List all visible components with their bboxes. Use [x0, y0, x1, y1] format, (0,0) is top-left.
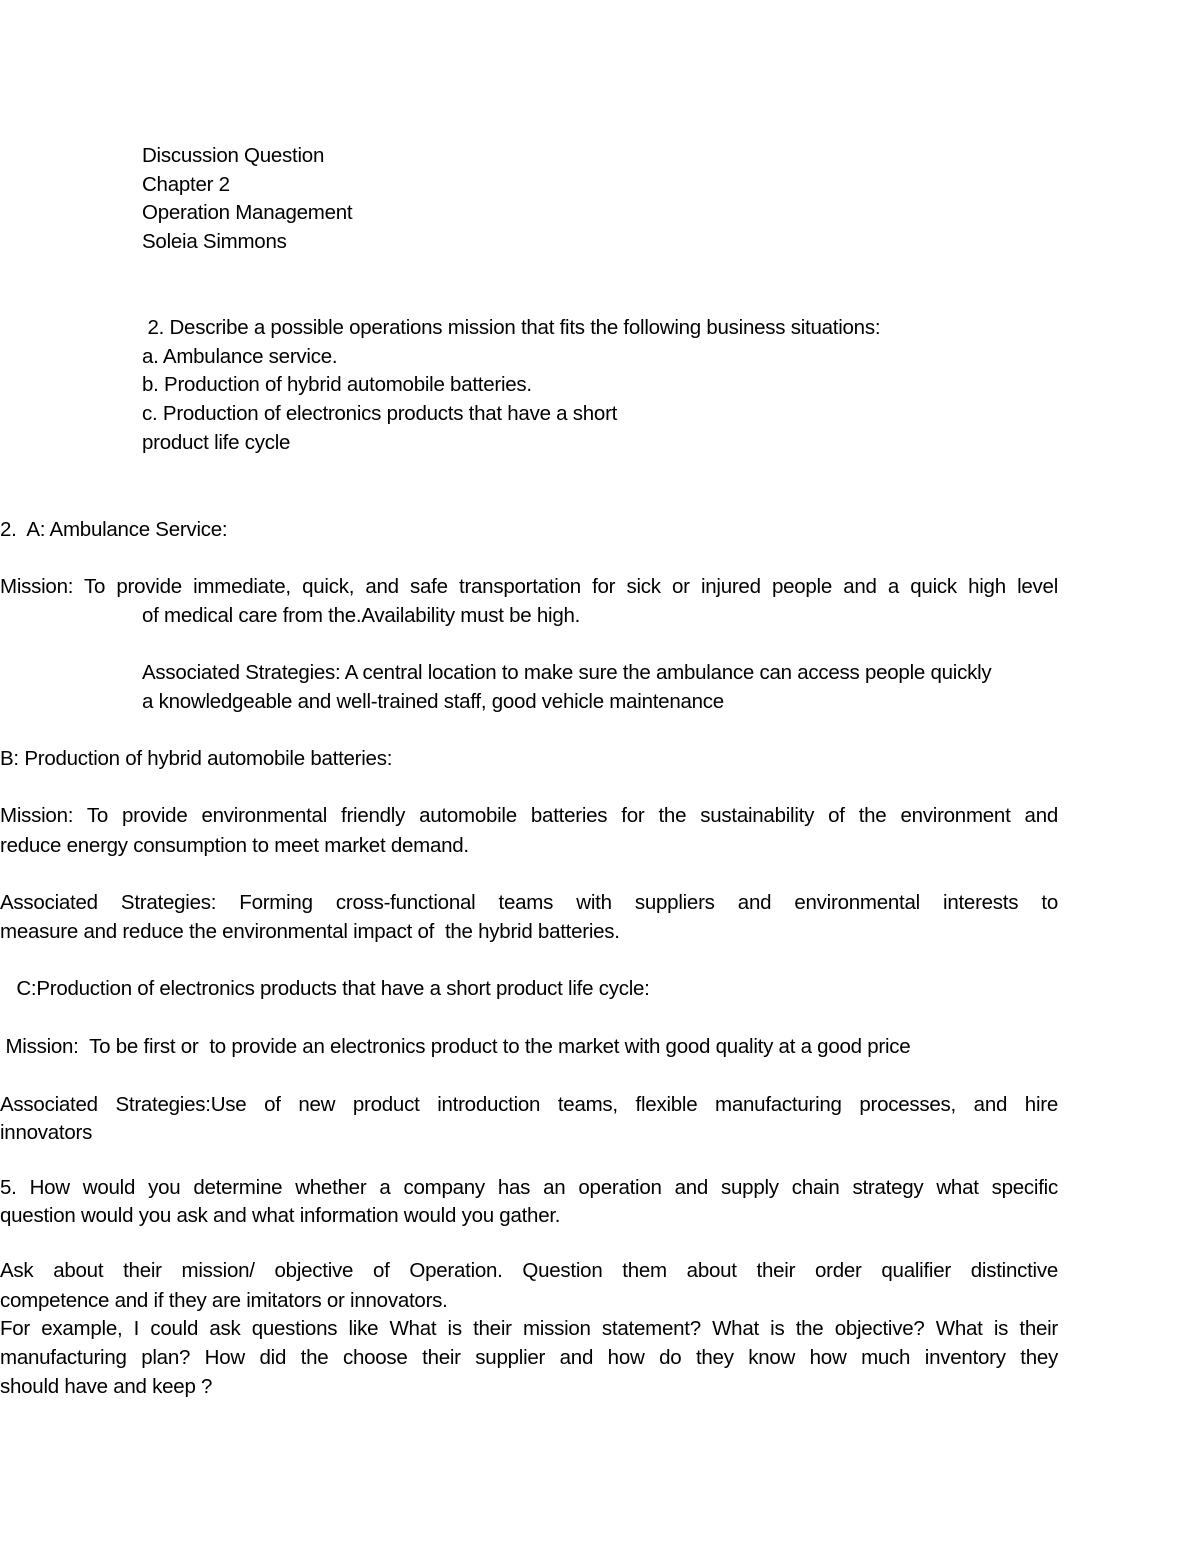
question-5-prompt-cont: question would you ask and what information would you gather. — [0, 1204, 561, 1227]
answer-b-mission: Mission: To provide environmental friendly automobile batteries for the sustainability of the environment and — [0, 804, 1058, 827]
answer-a-strategies: Associated Strategies: A central location to make sure the ambulance can access people quickly — [142, 661, 992, 684]
answer-a-mission-cont: of medical care from the.Availability must be high. — [142, 604, 581, 627]
answer-b-heading: B: Production of hybrid automobile batteries: — [0, 747, 393, 770]
author-name: Soleia Simmons — [142, 230, 287, 253]
answer-c-strategies-cont: innovators — [0, 1121, 93, 1144]
question-2-item-c-cont: product life cycle — [142, 431, 291, 454]
answer-c-mission: Mission: To be first or to provide an electronics product to the market with good quality at a good price — [0, 1035, 911, 1058]
question-5-answer-line-3: For example, I could ask questions like What is their mission statement? What is the objective? What is their — [0, 1317, 1058, 1340]
course-label: Operation Management — [142, 201, 353, 224]
question-2-item-a: a. Ambulance service. — [142, 345, 338, 368]
question-2-prompt: 2. Describe a possible operations mission that fits the following business situations: — [142, 316, 881, 339]
question-5-prompt: 5. How would you determine whether a company has an operation and supply chain strategy what specific — [0, 1176, 1058, 1199]
answer-c-strategies: Associated Strategies:Use of new product introduction teams, flexible manufacturing processes, and hire — [0, 1093, 1058, 1116]
doc-title: Discussion Question — [142, 144, 325, 167]
answer-b-mission-cont: reduce energy consumption to meet market demand. — [0, 834, 469, 857]
question-5-answer-line-4: manufacturing plan? How did the choose their supplier and how do they know how much inventory they — [0, 1346, 1058, 1369]
question-2-item-c: c. Production of electronics products that have a short — [142, 402, 618, 425]
answer-b-strategies: Associated Strategies: Forming cross-functional teams with suppliers and environmental interests to — [0, 891, 1058, 914]
question-5-answer-line-2: competence and if they are imitators or innovators. — [0, 1289, 448, 1312]
chapter-label: Chapter 2 — [142, 173, 230, 196]
answer-a-strategies-cont: a knowledgeable and well-trained staff, good vehicle maintenance — [142, 690, 724, 713]
question-5-answer-line-1: Ask about their mission/ objective of Operation. Question them about their order qualifier distinctive — [0, 1259, 1058, 1282]
question-2-item-b: b. Production of hybrid automobile batteries. — [142, 373, 532, 396]
question-5-answer-line-5: should have and keep ? — [0, 1375, 213, 1398]
answer-c-heading: C:Production of electronics products that have a short product life cycle: — [0, 977, 650, 1000]
answer-b-strategies-cont: measure and reduce the environmental impact of the hybrid batteries. — [0, 920, 620, 943]
answer-a-heading: 2. A: Ambulance Service: — [0, 518, 228, 541]
answer-a-mission: Mission: To provide immediate, quick, and safe transportation for sick or injured people and a quick high level — [0, 575, 1058, 598]
